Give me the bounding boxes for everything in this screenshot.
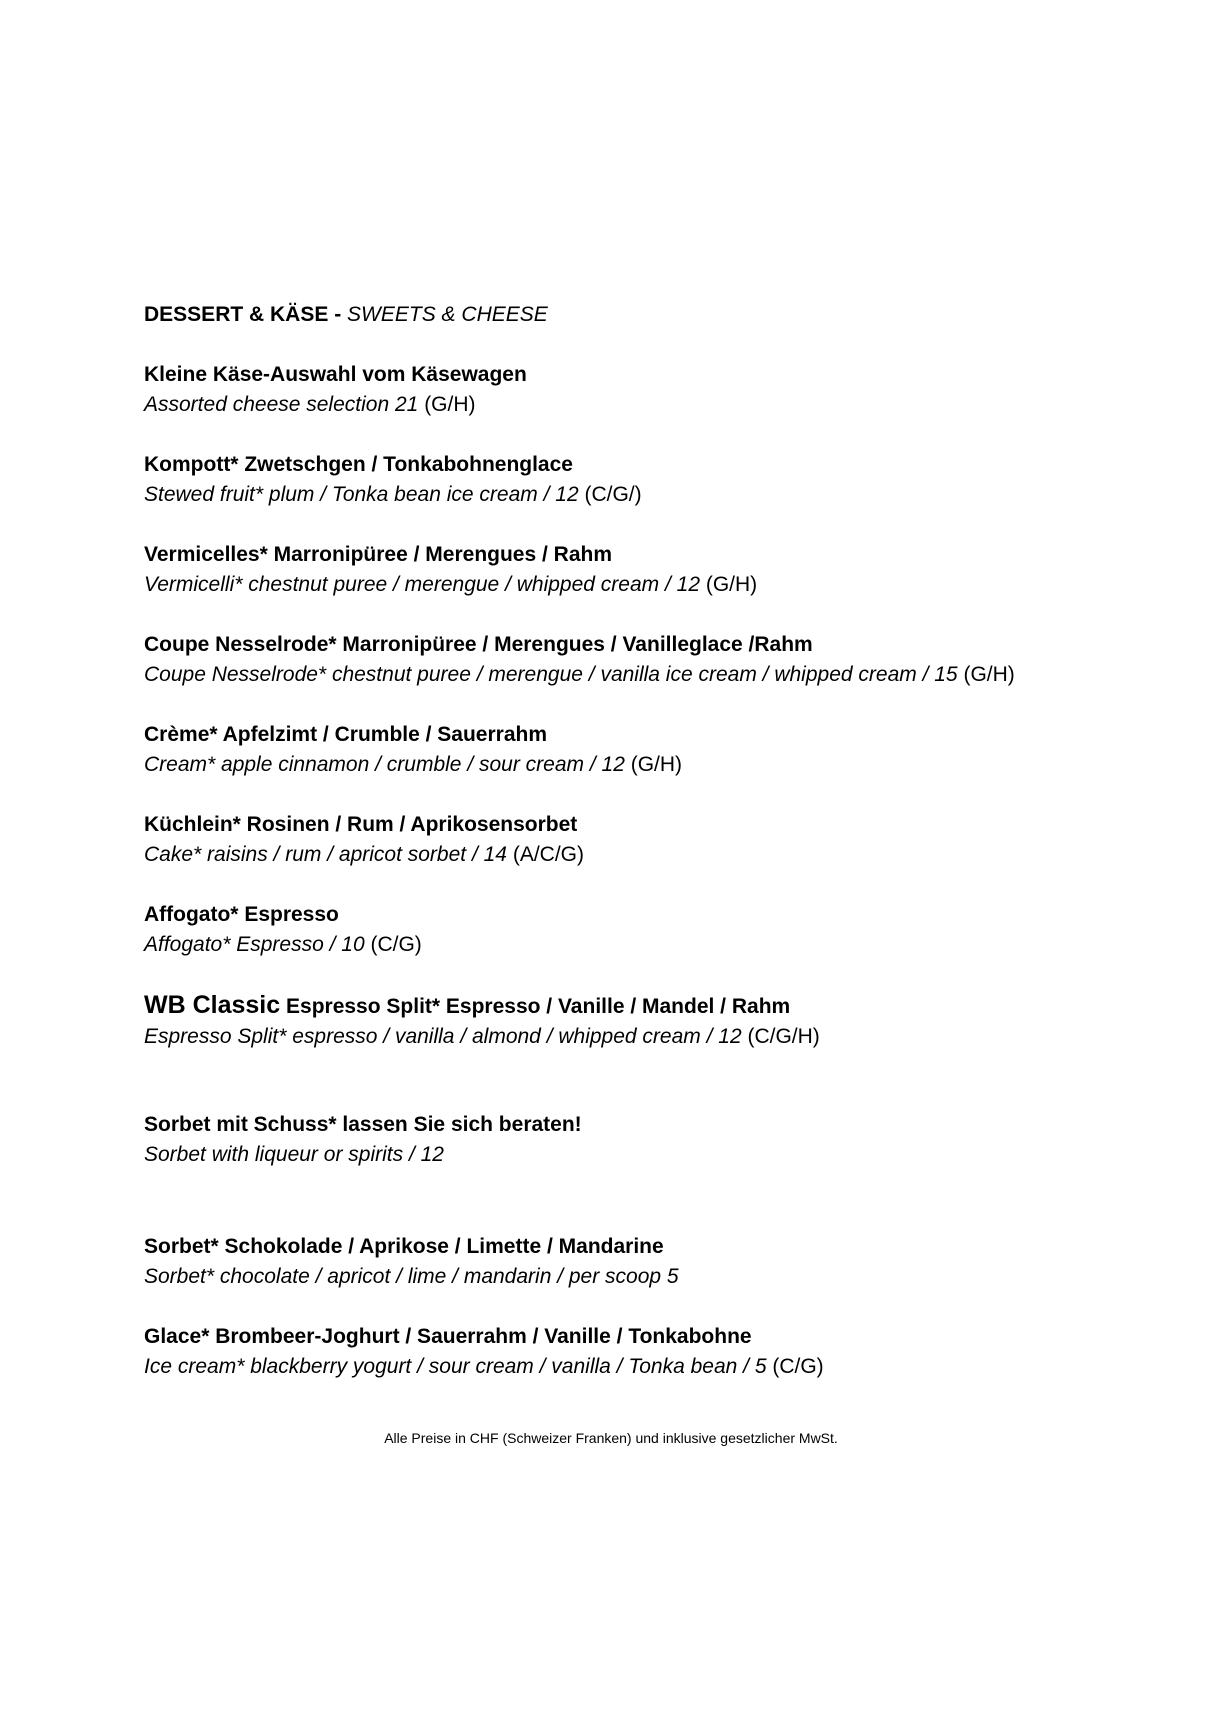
allergen-codes: (G/H) <box>963 663 1015 686</box>
item-name-german: Glace* Brombeer-Joghurt / Sauerrahm / Vanille / Tonkabohne <box>144 1325 752 1348</box>
item-description-text: Stewed fruit* plum / Tonka bean ice cream / 12 <box>144 483 579 506</box>
menu-item-coupe-nesselrode <box>144 630 1144 690</box>
item-description-text: Coupe Nesselrode* chestnut puree / merengue / vanilla ice cream / whipped cream / 15 <box>144 663 958 686</box>
heading-english: SWEETS & CHEESE <box>347 303 548 326</box>
item-description-english <box>144 390 1144 420</box>
menu-item-kuechlein <box>144 810 1144 870</box>
allergen-codes: (C/G) <box>772 1355 824 1378</box>
allergen-codes: (C/G) <box>370 933 422 956</box>
item-name-german: Affogato* Espresso <box>144 903 339 926</box>
item-description-english <box>144 1140 1144 1170</box>
item-description-text: Sorbet with liqueur or spirits / 12 <box>144 1143 444 1166</box>
item-description-english <box>144 570 1144 600</box>
menu-item-kompott <box>144 450 1144 510</box>
item-name-german: Küchlein* Rosinen / Rum / Aprikosensorbet <box>144 813 578 836</box>
item-name-german: Crème* Apfelzimt / Crumble / Sauerrahm <box>144 723 547 746</box>
item-name-german: Kompott* Zwetschgen / Tonkabohnenglace <box>144 453 573 476</box>
item-description-text: Ice cream* blackberry yogurt / sour cream / vanilla / Tonka bean / 5 <box>144 1355 767 1378</box>
item-description-english <box>144 660 1144 690</box>
item-description-english <box>144 480 1144 510</box>
allergen-codes: (G/H) <box>424 393 476 416</box>
menu-item-cheese <box>144 360 1144 420</box>
menu-item-vermicelles <box>144 540 1144 600</box>
menu-item-sorbet <box>144 1232 1144 1292</box>
item-name-german: Sorbet* Schokolade / Aprikose / Limette / Mandarine <box>144 1235 664 1258</box>
item-description-text: Affogato* Espresso / 10 <box>144 933 365 956</box>
allergen-codes: (G/H) <box>705 573 758 596</box>
menu-item-affogato <box>144 900 1144 960</box>
item-description-english <box>144 1262 1144 1292</box>
item-description-english <box>144 750 1144 780</box>
item-name-german: Vermicelles* Marronipüree / Merengues / Rahm <box>144 543 613 566</box>
wb-classic-label: WB Classic <box>144 991 281 1019</box>
item-name-german <box>144 990 1144 1022</box>
menu-item-sorbet-mit-schuss <box>144 1110 1144 1170</box>
price-footnote: Alle Preise in CHF (Schweizer Franken) und inklusive gesetzlicher MwSt. <box>384 1430 838 1446</box>
heading-separator: - <box>328 303 348 326</box>
item-name-text: Espresso Split* Espresso / Vanille / Mandel / Rahm <box>286 995 791 1018</box>
menu-item-creme <box>144 720 1144 780</box>
allergen-codes: (C/G/) <box>584 483 642 506</box>
allergen-codes: (C/G/H) <box>747 1025 820 1048</box>
item-description-text: Espresso Split* espresso / vanilla / almond / whipped cream / 12 <box>144 1025 742 1048</box>
menu-content <box>144 300 1144 1412</box>
item-description-english <box>144 840 1144 870</box>
item-description-text: Cake* raisins / rum / apricot sorbet / 14 <box>144 843 507 866</box>
item-description-text: Assorted cheese selection 21 <box>144 393 419 416</box>
item-name-german: Sorbet mit Schuss* lassen Sie sich beraten! <box>144 1113 582 1136</box>
heading-german: DESSERT & KÄSE <box>144 303 329 326</box>
item-name-german: Coupe Nesselrode* Marronipüree / Merengues / Vanilleglace /Rahm <box>144 633 813 656</box>
menu-section-heading <box>144 300 1144 330</box>
menu-item-glace <box>144 1322 1144 1382</box>
item-description-text: Cream* apple cinnamon / crumble / sour cream / 12 <box>144 753 625 776</box>
item-description-text: Vermicelli* chestnut puree / merengue / whipped cream / 12 <box>144 573 701 596</box>
allergen-codes: (G/H) <box>630 753 683 776</box>
item-description-english <box>144 1352 1144 1382</box>
item-description-text: Sorbet* chocolate / apricot / lime / mandarin / per scoop 5 <box>144 1265 679 1288</box>
item-name-german: Kleine Käse-Auswahl vom Käsewagen <box>144 363 527 386</box>
item-description-english <box>144 1022 1144 1052</box>
item-description-english <box>144 930 1144 960</box>
allergen-codes: (A/C/G) <box>512 843 584 866</box>
menu-item-espresso-split <box>144 990 1144 1052</box>
